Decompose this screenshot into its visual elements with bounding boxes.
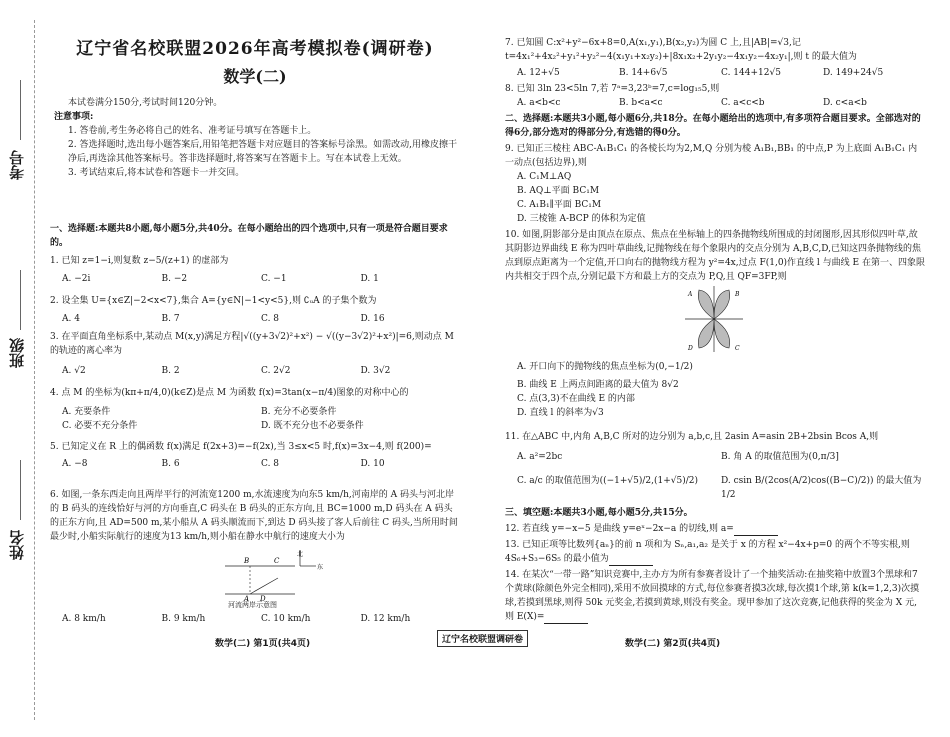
section-2-heading: 二、选择题:本题共3小题,每小题6分,共18分。在每小题给出的选项中,有多项符合题目要求。全部选对的得6分,部分选对的得部分分,有选错的得0分。 <box>505 114 921 138</box>
options <box>50 272 460 286</box>
option-b: B. 曲线 E 上两点间距离的最大值为 8√2 <box>517 380 679 390</box>
option-b: B. 2 <box>161 366 180 376</box>
question-4 <box>50 386 460 433</box>
option-c: C. 8 <box>261 314 280 324</box>
question-10-options <box>505 360 925 420</box>
notice-2: 2. 答选择题时,选出每小题答案后,用铅笔把答题卡对应题目的答案标号涂黑。如需改动,用橡皮擦干净后,再选涂其他答案标号。答非选择题时,将答案写在答题卡上。写在本试卷上无效。 <box>68 140 458 164</box>
option-c: C. a<c<b <box>721 98 765 108</box>
subject-title: 数学(二) <box>223 67 287 86</box>
question-9 <box>505 142 925 226</box>
four-leaf-clover-figure <box>683 284 745 354</box>
option-a: A. 开口向下的抛物线的焦点坐标为(0,−1/2) <box>517 362 693 372</box>
option-d: D. 3√2 <box>360 366 391 376</box>
question-3 <box>50 330 460 378</box>
exam-number-label: 考号 <box>8 150 26 180</box>
option-a: A. 8 km/h <box>62 614 106 624</box>
question-8 <box>505 82 925 110</box>
option-d: D. c<a<b <box>823 98 867 108</box>
label-a: A <box>244 595 250 603</box>
option-a: A. 12+√5 <box>517 68 560 78</box>
question-5 <box>50 440 460 471</box>
north-label: 北 <box>297 551 304 558</box>
question-2 <box>50 294 460 326</box>
option-d: D. 149+24√5 <box>823 68 884 78</box>
option-d: D. csin B/(2cos(A/2)cos((B−C)/2)) 的最大值为 1/2 <box>721 476 922 500</box>
binding-margin <box>0 0 48 737</box>
question-stem: 5. 已知定义在 R 上的偶函数 f(x)满足 f(2x+3)=−f(2x),当 3≤x<5 时,f(x)=3x−4,则 f(200)= <box>50 442 432 452</box>
question-stem: 7. 已知圆 C:x²+y²−6x+8=0,A(x₁,y₁),B(x₂,y₂)为圆 C 上,且|AB|=√3,记 t=4x₁²+4x₂²+y₁²+y₂²−4(x₁y₁+x₂y₂)+|8x₁x₂+2y₁y₂−4x₁y₂−4x₂y₁|,则 t 的最大值为 <box>505 38 857 62</box>
question-stem: 6. 如图,一条东西走向且两岸平行的河流宽1200 m,水流速度为向东5 km/h,河南岸的 A 码头与河北岸的 B 码头的连线恰好与河的方向垂直,C 码头在 B 码头的正东方向,且 BC=1000 m,D 码头在 A 码头的正东方向,且 AD=500 m,某小船从 A 码头顺流而下,到达 D 码头接了客人后前往 C 码头,当所用时间最少时,小船实际航行的速度为13 km/h,则小船在静水中航行的速度大小为 <box>50 490 458 542</box>
question-stem: 12. 若直线 y=−x−5 是曲线 y=eˣ−2x−a 的切线,则 a= <box>505 524 734 534</box>
option-c: C. a/c 的取值范围为((−1+√5)/2,(1+√5)/2) <box>517 476 699 486</box>
options-row-1 <box>505 450 925 464</box>
exam-number-line <box>20 80 21 140</box>
notice-3: 3. 考试结束后,将本试卷和答题卡一并交回。 <box>68 168 245 178</box>
name-label: 姓名 <box>8 530 26 560</box>
option-b: B. AQ⊥平面 BC₁M <box>517 186 600 196</box>
option-a: A. 充要条件 <box>62 407 111 417</box>
option-d: D. 1 <box>360 274 379 284</box>
options-row-2 <box>505 474 925 502</box>
question-7 <box>505 36 925 80</box>
question-stem: 3. 在平面直角坐标系中,某动点 M(x,y)满足方程|√((y+3√2)²+x²) − √((y−3√2)²+x²)|=6,则动点 M 的轨迹的离心率为 <box>50 332 454 356</box>
point-d-label: D <box>688 345 693 352</box>
question-12 <box>505 522 925 536</box>
footer-page-1: 数学(二) 第1页(共4页) <box>215 639 311 649</box>
question-11 <box>505 430 925 502</box>
east-label: 东 <box>317 564 324 571</box>
option-d: D. 直线 l 的斜率为√3 <box>517 408 604 418</box>
option-a: A. a²=2bc <box>517 452 563 462</box>
option-c: C. 10 km/h <box>261 614 311 624</box>
question-stem: 2. 设全集 U={x∈Z|−2<x<7},集合 A={y∈N|−1<y<5},则 ∁ᵤA 的子集个数为 <box>50 296 377 306</box>
option-a: A. −8 <box>62 459 88 469</box>
point-a-label: A <box>688 291 693 298</box>
answer-blank <box>609 556 653 566</box>
options-row-1 <box>50 405 460 419</box>
figure-caption: 河流两岸示意图 <box>228 601 277 609</box>
option-d: D. 10 <box>360 459 385 469</box>
question-stem: 9. 已知正三棱柱 ABC-A₁B₁C₁ 的各棱长均为2,M,Q 分别为棱 A₁B₁,BB₁ 的中点,P 为上底面 A₁B₁C₁ 内一动点(包括边界),则 <box>505 144 918 168</box>
options <box>505 66 925 80</box>
point-b-label: B <box>735 291 740 298</box>
option-b: B. b<a<c <box>619 98 663 108</box>
name-line <box>20 460 21 520</box>
section-2 <box>505 112 925 140</box>
options <box>50 312 460 326</box>
notice-heading: 注意事项: <box>54 112 94 122</box>
section-1 <box>50 222 460 250</box>
options <box>50 457 460 471</box>
section-3-heading: 三、填空题:本题共3小题,每小题5分,共15分。 <box>505 508 693 518</box>
question-13 <box>505 538 925 566</box>
point-c-label: C <box>735 345 740 352</box>
option-c: C. A₁B₁∥平面 BC₁M <box>517 200 602 210</box>
option-d: D. 既不充分也不必要条件 <box>261 421 364 431</box>
question-10 <box>505 228 925 284</box>
question-stem: 8. 已知 3ln 23<5ln 7,若 7ᵃ=3,23ᵇ=7,c=log₁₅5,则 <box>505 84 720 94</box>
option-c: C. −1 <box>261 274 287 284</box>
options <box>50 364 460 378</box>
class-label: 班级 <box>8 338 26 368</box>
question-stem: 10. 如图,阴影部分是由顶点在原点、焦点在坐标轴上的四条抛物线所围成的封闭图形,因其形似四叶草,故其阴影边界曲线 E 称为四叶草曲线,记抛物线在每个象限内的交点分别为 A,B,C,D,已知这四条抛物线的焦点到原点距离为一个定值,开口向右的抛物线方程为 y²=4x,过点 F(1,0)作直线 l 与曲线 E 在第一、四象限内共相交于四个点,分别记最下方和最上方的交点为 P,Q,且 QF=3FP,则 <box>505 230 925 282</box>
river-diagram <box>220 548 330 608</box>
option-b: B. 充分不必要条件 <box>261 407 337 417</box>
question-stem: 1. 已知 z=1−i,则复数 z−5/(z+1) 的虚部为 <box>50 256 229 266</box>
question-6 <box>50 488 460 544</box>
option-a: A. 4 <box>62 314 80 324</box>
options <box>505 96 925 110</box>
label-d: D <box>260 595 266 603</box>
question-stem: 4. 点 M 的坐标为(kπ+π/4,0)(k∈Z)是点 M 为函数 f(x)=3tan(x−π/4)图象的对称中心的 <box>50 388 409 398</box>
option-a: A. a<b<c <box>517 98 561 108</box>
section-1-heading: 一、选择题:本题共8小题,每小题5分,共40分。在每小题给出的四个选项中,只有一项是符合题目要求的。 <box>50 224 448 248</box>
option-b: B. 角 A 的取值范围为(0,π/3] <box>721 452 839 462</box>
answer-blank <box>544 614 588 624</box>
option-a: A. √2 <box>62 366 86 376</box>
option-d: D. 16 <box>360 314 385 324</box>
intro-text: 本试卷满分150分,考试时间120分钟。 <box>68 98 223 108</box>
option-c: C. 8 <box>261 459 280 469</box>
option-b: B. 6 <box>161 459 180 469</box>
label-c: C <box>274 557 280 565</box>
answer-blank <box>734 526 778 536</box>
option-c: C. 2√2 <box>261 366 291 376</box>
label-b: B <box>244 557 250 565</box>
question-stem: 11. 在△ABC 中,内角 A,B,C 所对的边分别为 a,b,c,且 2asin A=asin 2B+2bsin Bcos A,则 <box>505 432 879 442</box>
option-a: A. −2i <box>62 274 91 284</box>
footer-page-2: 数学(二) 第2页(共4页) <box>625 639 721 649</box>
option-b: B. 9 km/h <box>161 614 206 624</box>
options-row-2 <box>50 419 460 433</box>
option-d: D. 12 km/h <box>360 614 411 624</box>
alliance-stamp: 辽宁名校联盟调研卷 <box>437 630 528 647</box>
options <box>50 612 460 626</box>
exam-title: 辽宁省名校联盟2026年高考模拟卷(调研卷) <box>76 39 434 59</box>
question-stem: 14. 在某次“一带一路”知识竞赛中,主办方为所有参赛者设计了一个抽奖活动:在抽奖箱中放置3个黑球和7个黄球(除颜色外完全相同),采用不放回摸球的方式,每位参赛者摸3次球,每次摸1个球,第 k(k=1,2,3)次摸球,若摸到黑球,则得 50k 元奖金,若摸到黄球,则没有奖金。现甲参加了这次竞赛,记他获得的奖金为 X 元,则 E(X)= <box>505 570 920 622</box>
question-14 <box>505 568 925 624</box>
question-stem: 13. 已知正项等比数列{aₙ}的前 n 项和为 Sₙ,a₁,a₂ 是关于 x 的方程 x²−4x+p=0 的两个不等实根,则 4S₆+S₃−6S₅ 的最小值为 <box>505 540 910 564</box>
class-line <box>20 270 21 330</box>
option-c: C. 144+12√5 <box>721 68 781 78</box>
option-d: D. 三棱锥 A-BCP 的体积为定值 <box>517 214 646 224</box>
question-1 <box>50 254 460 286</box>
option-c: C. 点(3,3)不在曲线 E 的内部 <box>517 394 635 404</box>
option-b: B. 14+6√5 <box>619 68 668 78</box>
option-c: C. 必要不充分条件 <box>62 421 138 431</box>
option-a: A. C₁M⊥AQ <box>517 172 572 182</box>
cut-line <box>34 20 35 720</box>
option-b: B. 7 <box>161 314 180 324</box>
option-b: B. −2 <box>161 274 188 284</box>
notice-1: 1. 答卷前,考生务必将自己的姓名、准考证号填写在答题卡上。 <box>68 126 317 136</box>
exam-info <box>54 96 460 180</box>
section-3 <box>505 506 925 520</box>
question-6-options <box>50 612 460 626</box>
